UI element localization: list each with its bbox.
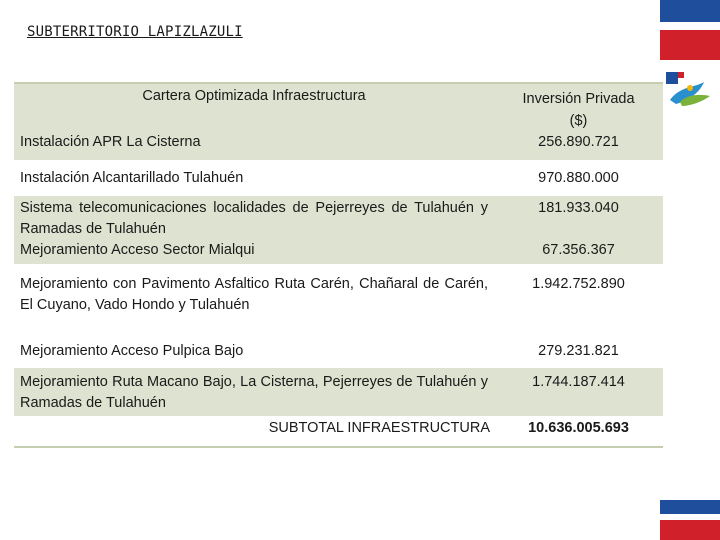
column-header-investment-line2: ($)	[569, 113, 588, 129]
table-row-amount: 256.890.721	[538, 134, 619, 150]
table-row-amount: 279.231.821	[538, 343, 619, 359]
table-row-project: Mejoramiento Ruta Macano Bajo, La Cisterna, Pejerreyes de Tulahuén y Ramadas de Tulahuén	[20, 374, 488, 411]
regional-government-logo-icon	[660, 66, 720, 124]
column-header-investment	[494, 88, 663, 132]
table-row-project: Mejoramiento Acceso Pulpica Bajo	[20, 343, 244, 359]
table-row-amount: 181.933.040	[538, 200, 619, 216]
page-title: SUBTERRITORIO LAPIZLAZULI	[27, 24, 243, 40]
table-bottom-rule	[14, 446, 663, 448]
subtotal-amount: 10.636.005.693	[528, 420, 629, 436]
table-row-amount: 970.880.000	[538, 170, 619, 186]
table-row	[14, 338, 663, 368]
table-row-amount: 67.356.367	[542, 242, 615, 258]
chile-flag-stripe-icon	[660, 500, 720, 540]
table-header-row	[14, 84, 663, 160]
chile-flag-stripe-icon	[660, 0, 720, 60]
table-row	[14, 368, 663, 416]
subtotal-label: SUBTOTAL INFRAESTRUCTURA	[268, 420, 490, 436]
table-row-amount: 1.744.187.414	[532, 374, 625, 390]
table-row-amount: 1.942.752.890	[532, 276, 625, 292]
table-row-project: Instalación Alcantarillado Tulahuén	[20, 170, 244, 186]
table-row-project: Mejoramiento Acceso Sector Mialqui	[20, 242, 255, 258]
table-row-project: Instalación APR La Cisterna	[20, 134, 201, 150]
column-header-investment-line1: Inversión Privada	[522, 91, 635, 107]
table-row	[14, 264, 663, 338]
table-row-project: Mejoramiento con Pavimento Asfaltico Ruta Carén, Chañaral de Carén, El Cuyano, Vado Hondo y Tulahuén	[20, 276, 488, 313]
subtotal-row	[14, 416, 663, 446]
table-row-project: Sistema telecomunicaciones localidades de Pejerreyes de Tulahuén y Ramadas de Tulahuén	[20, 200, 488, 237]
column-header-project: Cartera Optimizada Infraestructura	[142, 88, 366, 104]
table-row	[14, 160, 663, 196]
table-row	[14, 196, 663, 264]
